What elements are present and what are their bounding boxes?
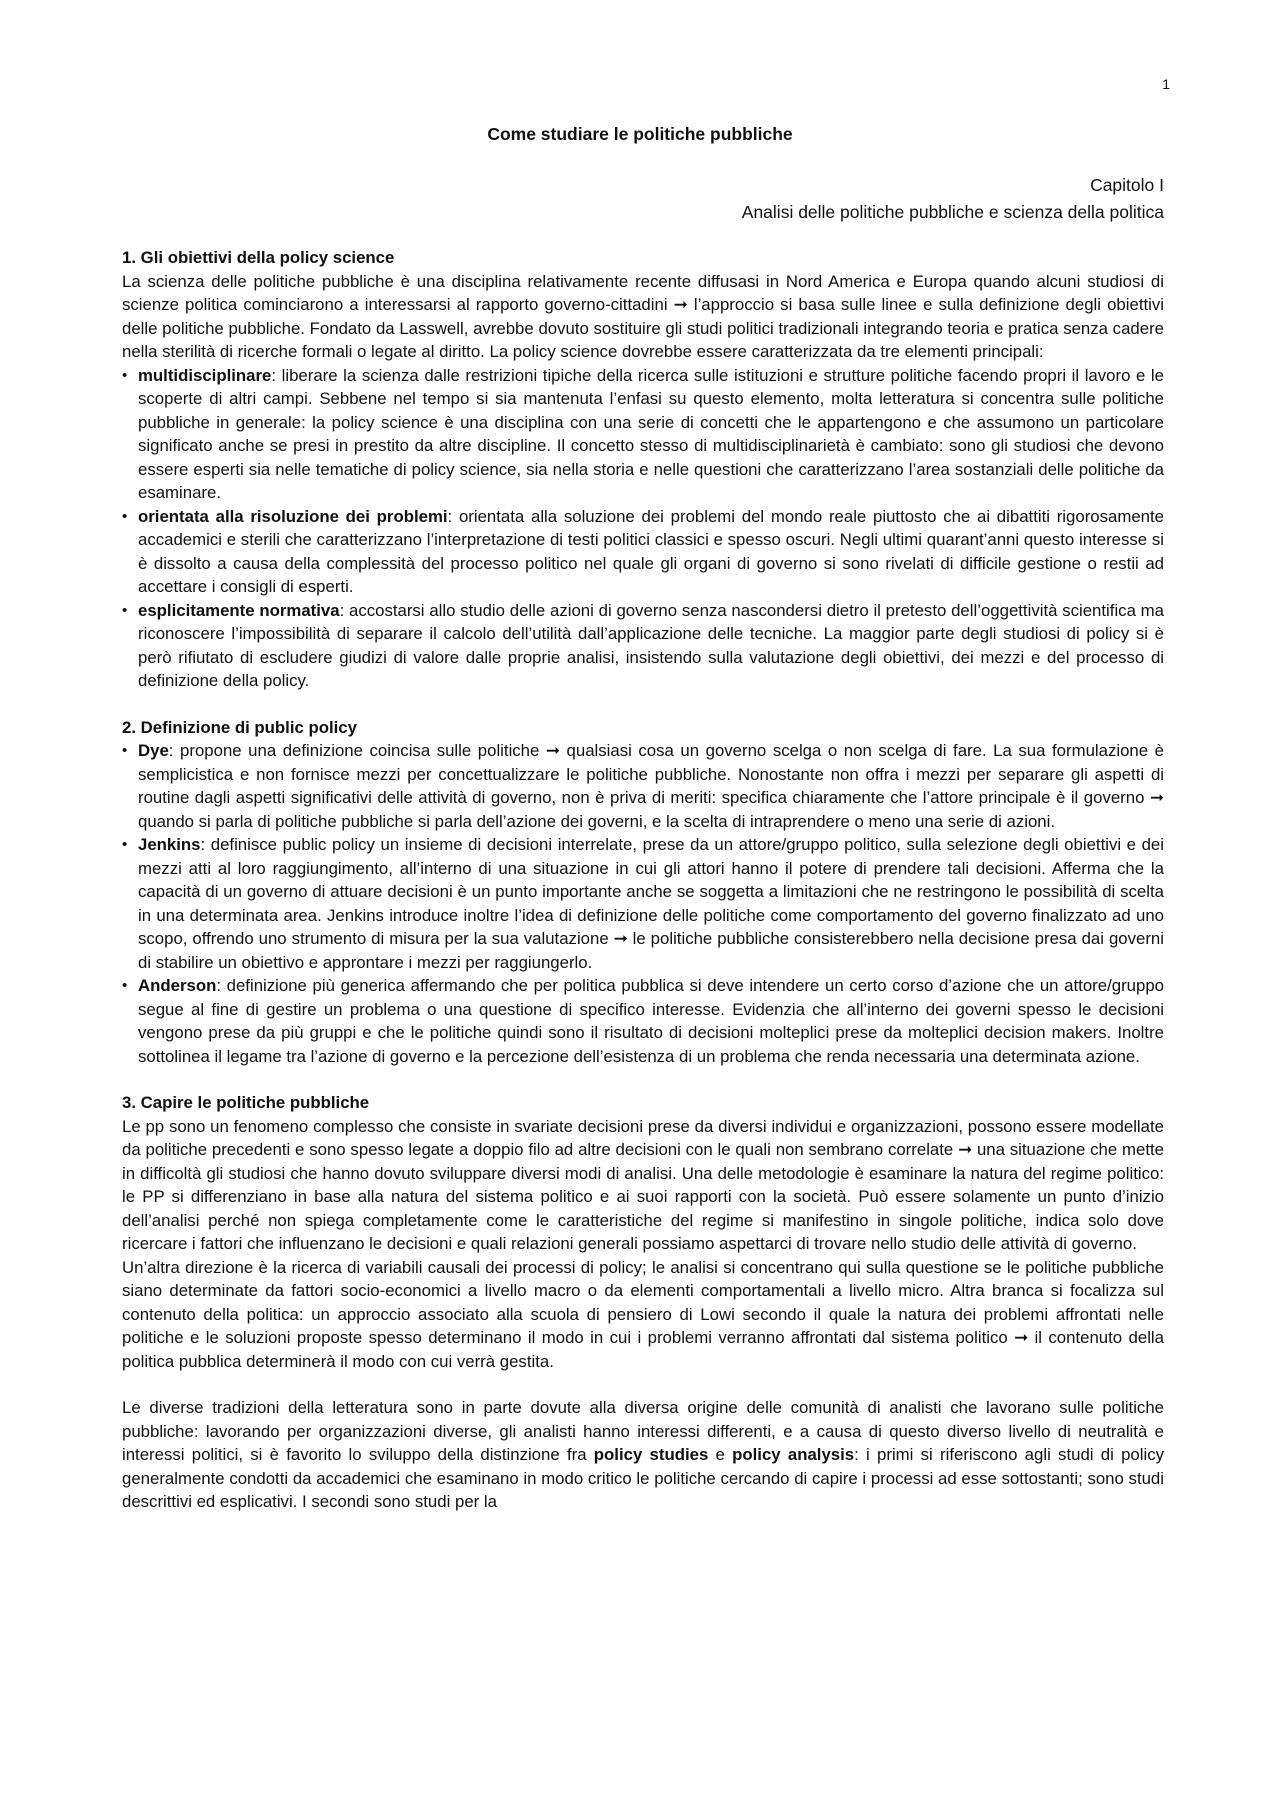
document-title: Come studiare le politiche pubbliche (487, 124, 793, 144)
list-item (122, 505, 1164, 599)
section-3-paragraph-3 (122, 1396, 1164, 1514)
list-item (122, 974, 1164, 1068)
list-item-term: orientata alla risoluzione dei problemi (138, 506, 448, 526)
spacer (122, 1373, 1164, 1396)
list-item-text: : definisce public policy un insieme di decisioni interrelate, prese da un attore/gruppo politico, sulla selezione degli obiettivi e dei mezzi atti al loro raggiungimento, all’interno di una situazione in cui gli attori hanno il potere di prendere tali decisioni. Afferma che la capacità di un governo di attuare decisioni è un punto importante anche se soggetta a limitazioni che ne restringono le possibilità di scelta in una determinata area. Jenkins introduce inoltre l’idea di definizione delle politiche come comportamento del governo finalizzato ad uno scopo, offrendo uno strumento di misura per la sua valutazione ➞ le politiche pubbliche consisterebbero nella decisione presa dai governi di stabilire un obiettivo e approntare i mezzi per raggiungerlo. (138, 835, 1164, 972)
paragraph-text: Le diverse tradizioni della letteratura sono in parte dovute alla diversa origine delle comunità di analisti che lavorano sulle politiche pubbliche: lavorando per organizzazioni diverse, gli analisti hanno interessi differenti, e a causa di questo diverso livello di neutralità e interessi politici, si è favorito lo sviluppo della distinzione fra (122, 1398, 1164, 1464)
list-item-term: esplicitamente normativa (138, 600, 340, 620)
list-item-term: Jenkins (138, 835, 201, 854)
section-1-intro: La scienza delle politiche pubbliche è una disciplina relativamente recente diffusasi in Nord America e Europa quando alcuni studiosi di scienze politica cominciarono a interessarsi al rapporto governo-cittadini ➞ l’approccio si basa sulle linee e sulla definizione degli obiettivi delle politiche pubbliche. Fondato da Lasswell, avrebbe dovuto sostituire gli studi politici tradizionali integrando teoria e pratica senza cadere nella sterilità di ricerche formali o legate al diritto. La policy science dovrebbe essere caratterizzata da tre elementi principali: (122, 271, 1164, 361)
section-1-heading: 1. Gli obiettivi della policy science (122, 248, 395, 267)
list-item-text: : propone una definizione coincisa sulle politiche ➞ qualsiasi cosa un governo scelga o non scelga di fare. La sua formulazione è semplicistica e non fornisce mezzi per concettualizzare le politiche pubbliche. Nonostante non offra i mezzi per separare gli aspetti di routine dagli aspetti significativi delle attività di governo, non è priva di meriti: specifica chiaramente che l’attore principale è il governo ➞ quando si parla di politiche pubbliche si parla dell’azione dei governi, e la scelta di intraprendere o meno una serie di azioni. (138, 741, 1164, 831)
section-3-heading: 3. Capire le politiche pubbliche (122, 1093, 370, 1112)
paragraph-text: e (708, 1445, 733, 1464)
list-item (122, 833, 1164, 974)
list-item-term: Anderson (138, 976, 217, 995)
list-item (122, 599, 1164, 693)
spacer (122, 693, 1164, 716)
term-policy-studies: policy studies (593, 1445, 709, 1464)
term-policy-analysis: policy analysis (732, 1445, 855, 1464)
chapter-number: Capitolo I (1090, 175, 1164, 195)
section-1-list (122, 364, 1164, 693)
section-2-list (122, 739, 1164, 1068)
list-item-text: : liberare la scienza dalle restrizioni tipiche della ricerca sulle istituzioni e strutture politiche facendo propri il lavoro e le scoperte di altri campi. Sebbene nel tempo si sia mantenuta l’enfasi su questo elemento, molta letteratura si concentra sulle politiche pubbliche in generale: la policy science è una disciplina con una serie di concetti che le appartengono e che assumono un particolare significato anche se presi in prestito da altre discipline. Il concetto stesso di multidisciplinarietà è cambiato: sono gli studiosi che devono essere esperti sia nelle tematiche di policy science, sia nella storia e nelle questioni che caratterizzano l’area sostanziali delle politiche da esaminare. (138, 365, 1164, 502)
list-item (122, 739, 1164, 833)
page-number: 1 (1162, 76, 1170, 92)
list-item-term: Dye (138, 741, 169, 760)
section-3-paragraph-1: Le pp sono un fenomeno complesso che consiste in svariate decisioni prese da diversi individui e organizzazioni, possono essere modellate da politiche precedenti e sono spesso legate a doppio filo ad altre decisioni con le quali non sembrano correlate ➞ una situazione che mette in difficoltà gli studiosi che hanno dovuto sviluppare diversi modi di analisi. Una delle metodologie è esaminare la natura del regime politico: le PP si differenziano in base alla natura del sistema politico e ai suoi rapporti con la società. Può essere solamente un punto d’inizio dell’analisi perché non spiega completamente come le caratteristiche del regime si manifestino in singole politiche, indica solo dove ricercare i fattori che influenzano le decisioni e quali relazioni generali possiamo aspettarci di trovare nello studio delle attività di governo. (122, 1116, 1164, 1253)
list-item (122, 364, 1164, 505)
list-item-text: : orientata alla soluzione dei problemi del mondo reale piuttosto che ai dibattiti rigorosamente accademici e sterili che caratterizzano l’interpretazione di testi politici classici e spesso oscuri. Negli ultimi quarant’anni questo interesse si è dissolto a causa della complessità del processo politico nel quale gli organi di governo si sono rivelati di difficile gestione o restii ad accettare i consigli di esperti. (138, 506, 1164, 596)
spacer (122, 1068, 1164, 1091)
chapter-title: Analisi delle politiche pubbliche e scienza della politica (741, 202, 1164, 222)
list-item-text: : definizione più generica affermando che per politica pubblica si deve intendere un certo corso d’azione che un attore/gruppo segue al fine di gestire un problema o una questione di specifico interesse. Evidenzia che all’interno dei governi spesso le decisioni vengono prese da più gruppi e che le politiche quindi sono il risultato di decisioni molteplici prese da molteplici decision makers. Inoltre sottolinea il legame tra l’azione di governo e la percezione dell’esistenza di un problema che renda necessaria una determinata azione. (138, 976, 1164, 1066)
list-item-text: : accostarsi allo studio delle azioni di governo senza nascondersi dietro il pretesto dell’oggettività scientifica ma riconoscere l’impossibilità di separare il calcolo dell’utilità dall’applicazione delle tecniche. La maggior parte degli studiosi di policy si è però rifiutato di escludere giudizi di valore dalle proprie analisi, insistendo sulla valutazione degli obiettivi, dei mezzi e del processo di definizione della policy. (138, 600, 1164, 690)
section-3-paragraph-2: Un’altra direzione è la ricerca di variabili causali dei processi di policy; le analisi si concentrano qui sulla questione se le politiche pubbliche siano determinate da fattori socio-economici a livello macro o da elementi comportamentali a livello micro. Altra branca si focalizza sul contenuto della politica: un approccio associato alla scuola di pensiero di Lowi secondo il quale la natura dei problemi affrontati nelle politiche e le soluzioni proposte spesso determinano il modo in cui i problemi verranno affrontati dal sistema politico ➞ il contenuto della politica pubblica determinerà il modo con cui verrà gestita. (122, 1257, 1164, 1371)
document-body (122, 246, 1164, 1514)
section-2-heading: 2. Definizione di public policy (122, 717, 357, 737)
chapter-heading (742, 172, 1164, 226)
paragraph-text: : i primi si riferiscono agli studi di policy generalmente condotti da accademici che esaminano in modo critico le politiche cercando di capire i processi ad esse sottostanti; sono studi descrittivi ed esplicativi. I secondi sono studi per la (122, 1445, 1164, 1511)
list-item-term: multidisciplinare (138, 365, 272, 385)
